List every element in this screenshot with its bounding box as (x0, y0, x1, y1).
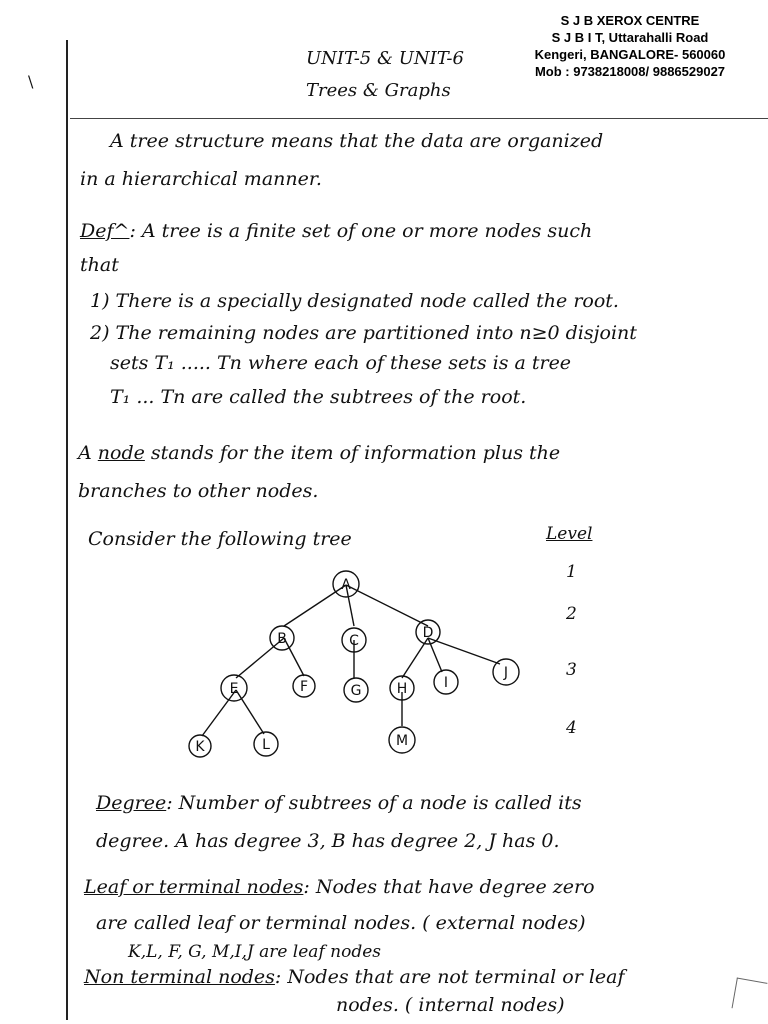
level-4: 4 (566, 718, 577, 738)
stamp-line-3: Kengeri, BANGALORE- 560060 (534, 47, 726, 62)
node-c-label: C (349, 633, 359, 649)
nonterminal-line-1 (84, 966, 625, 988)
node-definition-line-2: branches to other nodes. (78, 480, 319, 502)
degree-term: Degree (96, 792, 167, 814)
node-c (342, 628, 366, 652)
stamp-line-1: S J B XEROX CENTRE (560, 13, 700, 28)
node-l (254, 732, 278, 756)
node-i (434, 670, 458, 694)
node-b-label: B (277, 631, 287, 647)
nonterminal-line-2: nodes. ( internal nodes) (336, 994, 565, 1016)
leaf-text: : Nodes that have degree zero (303, 876, 595, 898)
degree-line-2: degree. A has degree 3, B has degree 2, J has 0. (96, 830, 560, 852)
node-h-label: H (396, 681, 408, 697)
node-b (270, 626, 294, 650)
leaf-term: Leaf or terminal nodes (84, 876, 304, 898)
node-f-label: F (299, 679, 309, 695)
definition-line-1 (80, 220, 592, 242)
node-a (333, 571, 359, 597)
node-d (416, 620, 440, 644)
header-units: UNIT-5 & UNIT-6 (306, 48, 464, 69)
leaf-line-2: are called leaf or terminal nodes. ( external nodes) (96, 912, 586, 934)
definition-point-2b: sets T₁ ..... Tn where each of these sets is a tree (110, 352, 572, 374)
tree-edges (202, 585, 500, 736)
node-definition-prefix: A (78, 442, 92, 464)
edge-a-b (284, 585, 346, 626)
node-l-label: L (262, 737, 270, 753)
leaf-line-1 (84, 876, 595, 898)
definition-point-2a: 2) The remaining nodes are partitioned into n≥0 disjoint (90, 322, 637, 344)
edge-d-i (428, 638, 442, 672)
header-rule (70, 118, 768, 119)
edge-b-f (284, 638, 304, 676)
node-a-label: A (341, 577, 351, 593)
level-2: 2 (566, 604, 577, 624)
definition-point-1: 1) There is a specially designated node called the root. (90, 290, 619, 312)
node-k (189, 735, 211, 757)
degree-line-1 (96, 792, 582, 814)
nonterminal-term: Non terminal nodes (84, 966, 275, 988)
level-1: 1 (566, 562, 577, 582)
node-i-label: I (443, 675, 449, 691)
tree-diagram (180, 560, 540, 770)
node-d-label: D (422, 625, 434, 641)
edge-e-l (236, 690, 264, 734)
edge-d-j (428, 638, 500, 664)
page-corner-fold (732, 978, 768, 1014)
degree-text: : Number of subtrees of a node is called its (166, 792, 582, 814)
tree-caption: Consider the following tree (88, 528, 352, 550)
node-m (389, 727, 415, 753)
node-h (390, 676, 414, 700)
edge-a-d (346, 585, 428, 626)
margin-line (66, 40, 68, 1020)
stamp-line-4: Mob : 9738218008/ 9886529027 (534, 64, 726, 79)
node-j (493, 659, 519, 685)
header-topic: Trees & Graphs (306, 80, 451, 101)
definition-label: Def^ (80, 220, 130, 242)
node-f (293, 675, 315, 697)
level-title: Level (546, 524, 593, 544)
node-definition-line-1 (78, 442, 560, 464)
definition-point-2c: T₁ ... Tn are called the subtrees of the root. (110, 386, 527, 408)
margin-tick: \ (28, 72, 34, 91)
definition-line-2: that (80, 254, 119, 276)
intro-line-2: in a hierarchical manner. (80, 168, 322, 190)
node-k-label: K (195, 739, 205, 755)
nonterminal-text: : Nodes that are not terminal or leaf (274, 966, 625, 988)
stamp-line-2: S J B I T, Uttarahalli Road (551, 30, 709, 45)
node-j-label: J (503, 665, 509, 681)
node-definition-rest: stands for the item of information plus the (150, 442, 561, 464)
node-e (221, 675, 247, 701)
leaf-line-3: K,L, F, G, M,I,J are leaf nodes (128, 942, 381, 962)
node-m-label: M (395, 733, 409, 749)
intro-line-1: A tree structure means that the data are organized (110, 130, 604, 152)
node-g (344, 678, 368, 702)
node-e-label: E (229, 681, 239, 697)
xerox-stamp (494, 12, 766, 80)
node-g-label: G (350, 683, 362, 699)
definition-text: : A tree is a finite set of one or more nodes such (129, 220, 593, 242)
node-term: node (97, 442, 145, 464)
level-3: 3 (566, 660, 577, 680)
